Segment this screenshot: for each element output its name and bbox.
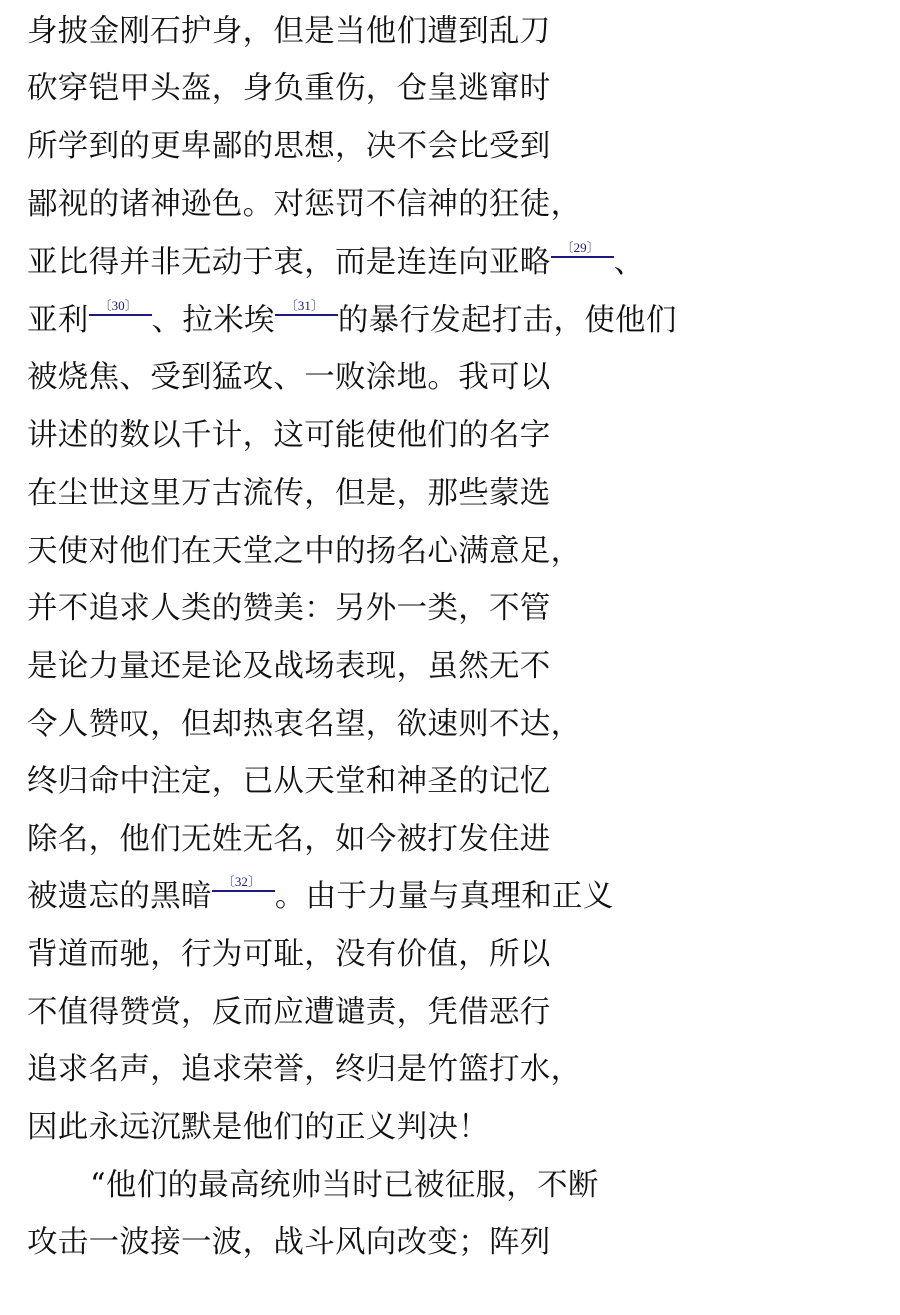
text-line: 讲述的数以千计，这可能使他们的名字 xyxy=(27,418,551,453)
text-line: 天使对他们在天堂之中的扬名心满意足， xyxy=(27,534,582,569)
text-segment: 。由于力量与真理和正义 xyxy=(274,879,614,914)
text-line: “他们的最高统帅当时已被征服，不断 xyxy=(90,1168,599,1203)
text-segment: 亚利 xyxy=(27,303,89,338)
text-line xyxy=(27,296,677,346)
text-segment: 的暴行发起打击，使他们 xyxy=(337,303,677,338)
text-segment: 、拉米埃 xyxy=(151,303,275,338)
text-line: 令人赞叹，但却热衷名望，欲速则不达， xyxy=(27,707,582,742)
text-segment: 、 xyxy=(613,245,645,280)
text-segment: 被遗忘的黑暗 xyxy=(27,879,212,914)
text-line xyxy=(27,238,644,288)
text-line: 并不追求人类的赞美：另外一类，不管 xyxy=(27,591,551,626)
footnote-link-32[interactable]: 〔32〕 xyxy=(212,874,275,892)
text-line: 攻击一波接一波，战斗风向改变；阵列 xyxy=(27,1225,551,1260)
footnote-link-31[interactable]: 〔31〕 xyxy=(275,298,338,316)
text-line: 除名，他们无姓无名，如今被打发住进 xyxy=(27,822,551,857)
text-line: 砍穿铠甲头盔，身负重伤，仓皇逃窜时 xyxy=(27,71,551,106)
text-line: 鄙视的诸神逊色。对惩罚不信神的狂徒， xyxy=(27,187,582,222)
text-line: 所学到的更卑鄙的思想，决不会比受到 xyxy=(27,129,551,164)
footnote-link-29[interactable]: 〔29〕 xyxy=(551,240,614,258)
text-segment: 亚比得并非无动于衷，而是连连向亚略 xyxy=(27,245,551,280)
text-line: 身披金刚石护身，但是当他们遭到乱刀 xyxy=(27,14,551,49)
text-line xyxy=(27,872,614,922)
text-line: 终归命中注定，已从天堂和神圣的记忆 xyxy=(27,764,551,799)
text-line: 背道而驰，行为可耻，没有价值，所以 xyxy=(27,937,551,972)
text-line: 被烧焦、受到猛攻、一败涂地。我可以 xyxy=(27,360,551,395)
text-line: 在尘世这里万古流传，但是，那些蒙选 xyxy=(27,476,551,511)
text-line: 追求名声，追求荣誉，终归是竹篮打水， xyxy=(27,1052,582,1087)
footnote-link-30[interactable]: 〔30〕 xyxy=(89,298,152,316)
text-line: 因此永远沉默是他们的正义判决！ xyxy=(27,1110,489,1145)
text-line: 不值得赞赏，反而应遭谴责，凭借恶行 xyxy=(27,995,551,1030)
text-line: 是论力量还是论及战场表现，虽然无不 xyxy=(27,649,551,684)
